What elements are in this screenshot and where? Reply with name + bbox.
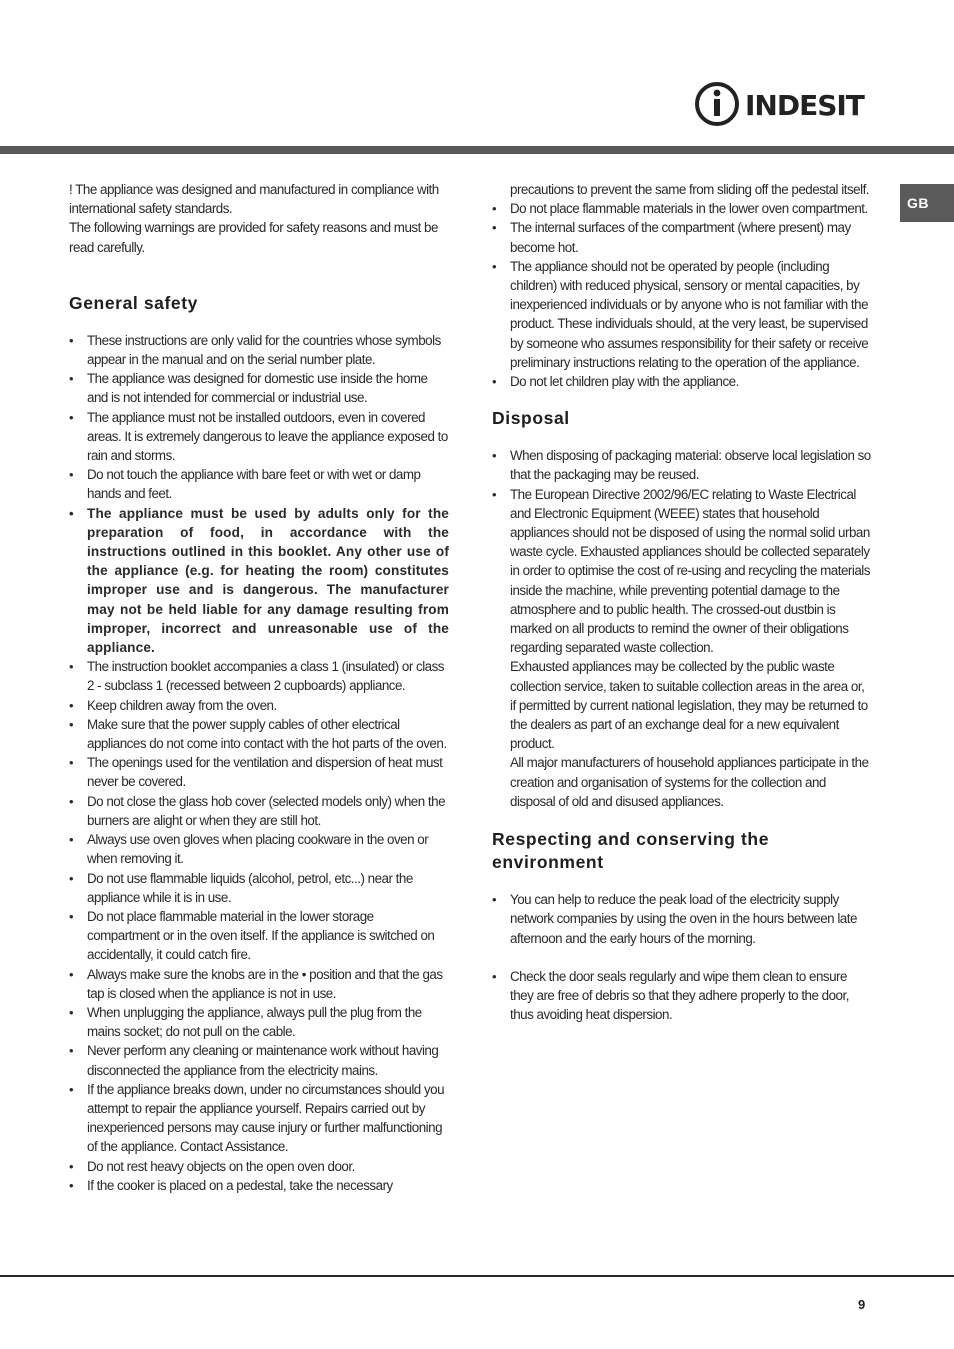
environment-heading: Respecting and conserving the environment <box>492 829 770 873</box>
environment-list <box>492 890 872 1024</box>
list-item: • Keep children away from the oven. <box>69 696 449 715</box>
list-item: • Do not place flammable materials in the lower oven compartment. <box>492 199 872 218</box>
list-item: • The appliance must not be installed outdoors, even in covered areas. It is extremely dangerous to leave the appliance exposed to rain and storms. <box>69 408 449 466</box>
language-tab: GB <box>900 184 954 222</box>
list-item: • Do not place flammable material in the lower storage compartment or in the oven itself. If the appliance is switched on accidentally, it could catch fire. <box>69 907 449 965</box>
list-item: • The internal surfaces of the compartment (where present) may become hot. <box>492 218 872 256</box>
list-item: • Do not close the glass hob cover (selected models only) when the burners are alight or when they are still hot. <box>69 792 449 830</box>
header-divider <box>0 146 954 154</box>
list-item: • The European Directive 2002/96/EC relating to Waste Electrical and Electronic Equipment (WEEE) states that household appliances should not be disposed of using the normal solid urban waste cycle. Exhausted appliances should be collected separately in order to optimise the cost of re-using and recycling the materials inside the machine, while preventing potential damage to the atmosphere and to public health. The crossed-out dustbin is marked on all products to remind the owner of their obligations regarding separated waste collection. <box>492 485 872 658</box>
footer-divider <box>0 1275 954 1277</box>
brand-wordmark: INDESIT <box>745 89 864 122</box>
right-column <box>492 180 872 1024</box>
list-item: • The instruction booklet accompanies a class 1 (insulated) or class 2 - subclass 1 (recessed between 2 cupboards) appliance. <box>69 657 449 695</box>
list-item: • The openings used for the ventilation and dispersion of heat must never be covered. <box>69 753 449 791</box>
disposal-paragraph: All major manufacturers of household appliances participate in the creation and organisation of systems for the collection and disposal of old and disused appliances. <box>510 755 869 809</box>
list-item: • Do not touch the appliance with bare feet or with wet or damp hands and feet. <box>69 465 449 503</box>
list-item: • Always make sure the knobs are in the • position and that the gas tap is closed when the appliance is not in use. <box>69 965 449 1003</box>
list-item: • Always use oven gloves when placing cookware in the oven or when removing it. <box>69 830 449 868</box>
list-item: • Check the door seals regularly and wipe them clean to ensure they are free of debris so that they adhere properly to the door, thus avoiding heat dispersion. <box>492 967 872 1025</box>
list-item: • These instructions are only valid for the countries whose symbols appear in the manual and on the serial number plate. <box>69 331 449 369</box>
list-item: • If the appliance breaks down, under no circumstances should you attempt to repair the appliance yourself. Repairs carried out by inexperienced persons may cause injury or further malfunctioning of the appliance. Contact Assistance. <box>69 1080 449 1157</box>
list-item: • When disposing of packaging material: observe local legislation so that the packaging may be reused. <box>492 446 872 484</box>
list-item: • Make sure that the power supply cables of other electrical appliances do not come into contact with the hot parts of the oven. <box>69 715 449 753</box>
list-item-continuation: precautions to prevent the same from sliding off the pedestal itself. <box>510 182 870 197</box>
list-item: • Do not let children play with the appliance. <box>492 372 872 391</box>
list-item: • You can help to reduce the peak load of the electricity supply network companies by using the oven in the hours between late afternoon and the early hours of the morning. <box>492 890 872 948</box>
indesit-logo <box>693 80 873 128</box>
list-item: • If the cooker is placed on a pedestal, take the necessary <box>69 1176 449 1195</box>
list-item-warning: • The appliance must be used by adults only for the preparation of food, in accordance with the instructions outlined in this booklet. Any other use of the appliance (e.g. for heating the room) constitutes improper use and is dangerous. The manufacturer may not be held liable for any damage resulting from improper, incorrect and unreasonable use of the appliance. <box>69 504 449 658</box>
list-item: • Do not rest heavy objects on the open oven door. <box>69 1157 449 1176</box>
disposal-heading: Disposal <box>492 408 570 429</box>
left-column <box>69 180 449 1195</box>
intro-line: ! The appliance was designed and manufactured in compliance with international safety standards. <box>69 182 439 217</box>
disposal-list <box>492 446 872 811</box>
list-item: • The appliance was designed for domestic use inside the home and is not intended for commercial or industrial use. <box>69 369 449 407</box>
disposal-paragraph: Exhausted appliances may be collected by the public waste collection service, taken to suitable collection areas in the area or, if permitted by current national legislation, they may be returned to the dealers as part of an exchange deal for a new equivalent product. <box>510 659 868 752</box>
page-number: 9 <box>858 1297 866 1312</box>
list-item: • The appliance should not be operated by people (including children) with reduced physical, sensory or mental capacities, by inexperienced individuals or by anyone who is not familiar with the product. These individuals should, at the very least, be supervised by someone who assumes responsibility for their safety or receive preliminary instructions relating to the operation of the appliance. <box>492 257 872 372</box>
general-safety-list <box>69 331 449 1195</box>
indesit-logo-mark <box>693 80 873 128</box>
list-item: • When unplugging the appliance, always pull the plug from the mains socket; do not pull on the cable. <box>69 1003 449 1041</box>
intro <box>69 180 449 257</box>
list-item: • Do not use flammable liquids (alcohol, petrol, etc...) near the appliance while it is in use. <box>69 869 449 907</box>
general-safety-heading: General safety <box>69 292 199 313</box>
general-safety-list-continued <box>492 199 872 391</box>
list-item: • Never perform any cleaning or maintenance work without having disconnected the appliance from the electricity mains. <box>69 1041 449 1079</box>
intro-line: The following warnings are provided for safety reasons and must be read carefully. <box>69 220 438 255</box>
